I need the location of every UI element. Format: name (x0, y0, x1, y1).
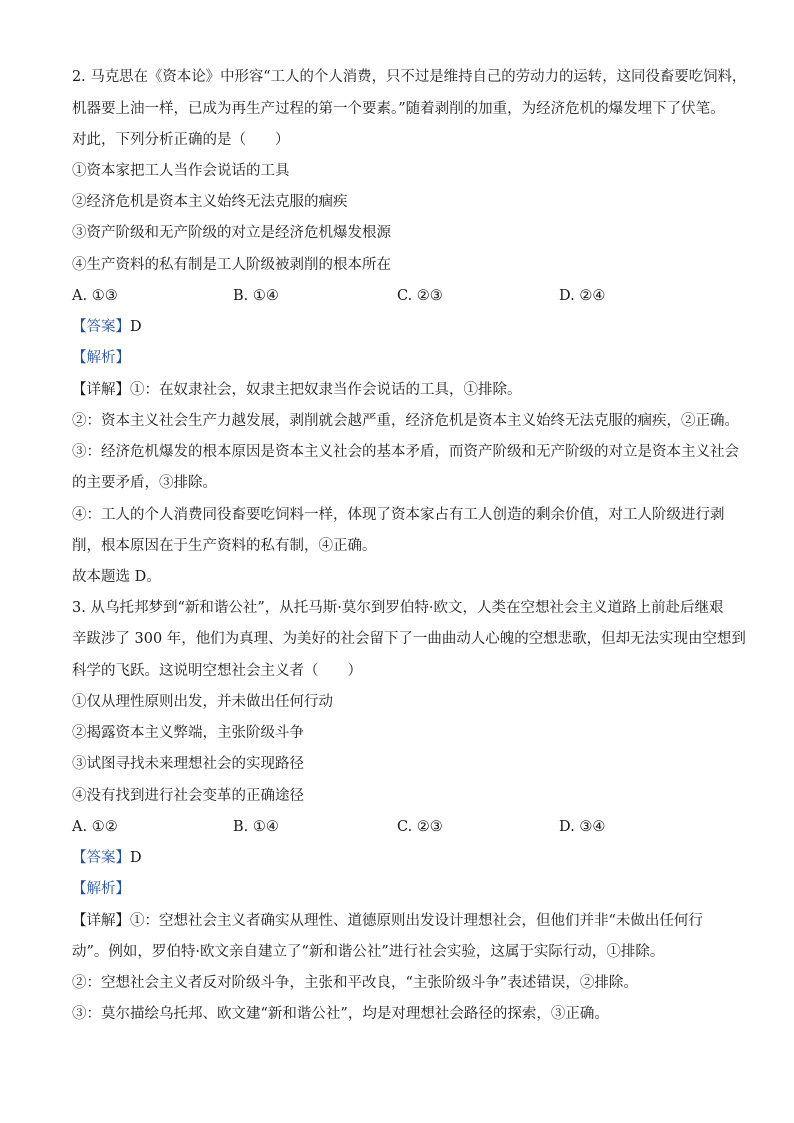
q3-stem-line-2: 辛跋涉了 300 年，他们为真理、为美好的社会留下了一曲曲动人心魄的空想悲歌，但却无法实现由空想到 (72, 631, 746, 647)
q2-option-b: B. ①④ (233, 288, 279, 304)
q3-item-1: ①仅从理性原则出发，并未做出任何行动 (72, 694, 333, 710)
q2-item-1: ①资本家把工人当作会说话的工具 (72, 163, 290, 179)
q2-analysis-tag: 【解析】 (72, 350, 130, 366)
q3-option-a: A. ①② (72, 819, 118, 835)
q3-detail-1a-text: ①：空想社会主义者确实从理性、道德原则出发设计理想社会，但他们并非“未做出任何行 (130, 913, 703, 929)
q3-detail-line-2: ②：空想社会主义者反对阶级斗争，主张和平改良，“主张阶级斗争”表述错误，②排除。 (72, 975, 638, 991)
q3-detail-line-3: ③：莫尔描绘乌托邦、欧文建“新和谐公社”，均是对理想社会路径的探索，③正确。 (72, 1006, 609, 1022)
q3-detail-line-1b: 动”。例如，罗伯特·欧文亲自建立了“新和谐公社”进行社会实验，这属于实际行动，①排除。 (72, 944, 665, 960)
q2-detail-line-3a: ③：经济危机爆发的根本原因是资本主义社会的基本矛盾，而资产阶级和无产阶级的对立是资本主义社会 (72, 444, 739, 460)
q2-answer-value: D (130, 319, 142, 335)
q3-stem-line-3: 科学的飞跃。这说明空想社会主义者（ ） (72, 663, 362, 679)
q2-detail-line-3b: 的主要矛盾，③排除。 (72, 475, 217, 491)
q2-item-4: ④生产资料的私有制是工人阶级被剥削的根本所在 (72, 257, 391, 273)
q3-answer-tag: 【答案】 (72, 850, 130, 866)
q2-detail-line-1 (72, 380, 522, 400)
q3-answer-value: D (130, 850, 142, 866)
q2-answer-tag: 【答案】 (72, 319, 130, 335)
q2-option-c: C. ②③ (397, 288, 443, 304)
q2-detail-tag: 【详解】 (72, 382, 130, 398)
q3-item-3: ③试图寻找未来理想社会的实现路径 (72, 756, 304, 772)
q3-option-c: C. ②③ (397, 819, 443, 835)
q3-options (72, 817, 732, 837)
q3-detail-line-1a (72, 911, 703, 931)
q2-answer-line (72, 317, 142, 337)
q3-option-d: D. ③④ (559, 819, 606, 835)
q2-detail-line-4b: 削，根本原因在于生产资料的私有制，④正确。 (72, 538, 377, 554)
q3-analysis-tag: 【解析】 (72, 881, 130, 897)
q3-item-4: ④没有找到进行社会变革的正确途径 (72, 788, 304, 804)
q2-options (72, 286, 732, 306)
q2-detail-1-text: ①：在奴隶社会，奴隶主把奴隶当作会说话的工具，①排除。 (130, 382, 522, 398)
q3-stem-line-1: 3. 从乌托邦梦到“新和谐公社”，从托马斯·莫尔到罗伯特·欧文，人类在空想社会主义道路上前赴后继艰 (72, 600, 724, 616)
q2-detail-line-2: ②：资本主义社会生产力越发展，剥削就会越严重，经济危机是资本主义始终无法克服的痼疾，②正确。 (72, 413, 739, 429)
q2-option-d: D. ②④ (559, 288, 606, 304)
q2-stem-line-1: 2. 马克思在《资本论》中形容“工人的个人消费，只不过是维持自己的劳动力的运转，这同役畜要吃饲料， (72, 69, 747, 85)
q3-detail-tag: 【详解】 (72, 913, 130, 929)
q3-answer-line (72, 848, 142, 868)
q2-item-3: ③资产阶级和无产阶级的对立是经济危机爆发根源 (72, 225, 391, 241)
q2-conclusion: 故本题选 D。 (72, 569, 161, 585)
q2-option-a: A. ①③ (72, 288, 118, 304)
q3-option-b: B. ①④ (233, 819, 279, 835)
q2-stem-line-3: 对此，下列分析正确的是（ ） (72, 132, 290, 148)
q2-detail-line-4a: ④：工人的个人消费同役畜要吃饲料一样，体现了资本家占有工人创造的剩余价值，对工人阶级进行剥 (72, 507, 725, 523)
q2-item-2: ②经济危机是资本主义始终无法克服的痼疾 (72, 194, 348, 210)
q2-stem-line-2: 机器要上油一样，已成为再生产过程的第一个要素。”随着剥削的加重，为经济危机的爆发埋下了伏笔。 (72, 101, 725, 117)
q3-item-2: ②揭露资本主义弊端，主张阶级斗争 (72, 725, 304, 741)
